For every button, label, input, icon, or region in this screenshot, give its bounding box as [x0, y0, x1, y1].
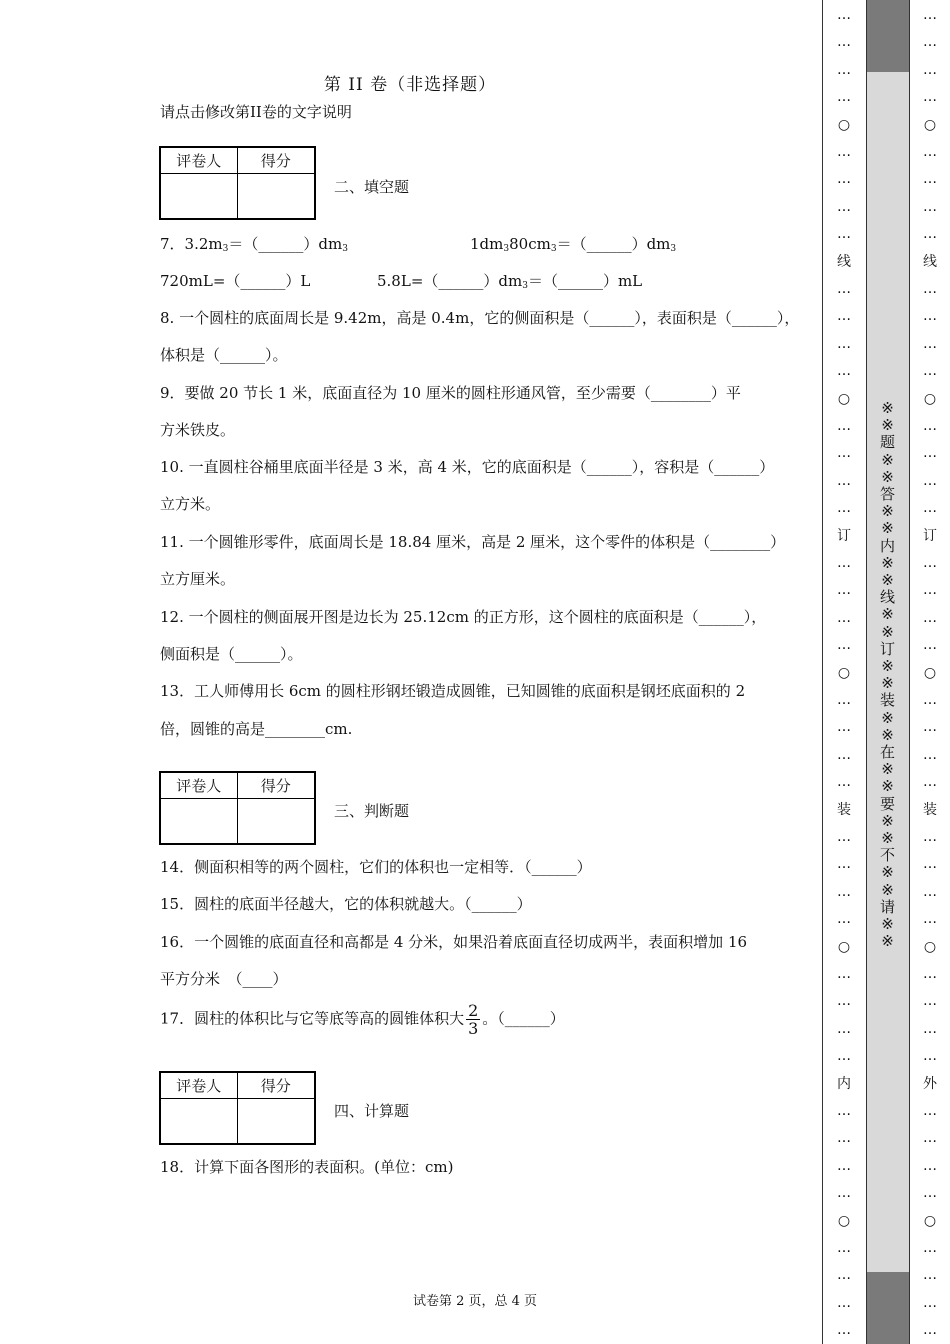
- question-7-b: $1dm_380cm_3=(\_\_\_\_\_\_)dm_3$: [470, 235, 677, 254]
- question-8-line-2: 体积是（______）。: [160, 346, 288, 364]
- inner-binding-mark: …: [837, 1294, 851, 1311]
- inner-binding-mark: …: [837, 966, 851, 982]
- outer-binding-mark: …: [923, 472, 937, 489]
- inner-binding-mark: …: [837, 7, 851, 23]
- inner-binding-mark: …: [837, 1103, 851, 1119]
- outer-binding-mark: …: [923, 1267, 937, 1284]
- inner-binding-mark: …: [837, 363, 851, 380]
- inner-binding-mark: 订: [837, 527, 851, 544]
- question-16-line-2: 平方分米 （____）: [160, 970, 288, 988]
- outer-binding-mark: …: [923, 7, 937, 23]
- question-9-line-1: 9．要做 20 节长 1 米，底面直径为 10 厘米的圆柱形通风管，至少需要（________）平: [160, 384, 741, 402]
- inner-binding-mark: …: [837, 472, 851, 489]
- outer-binding-mark: …: [923, 1185, 937, 1202]
- outer-binding-mark: ○: [923, 390, 937, 407]
- section-judgement-title: 三、判断题: [334, 802, 410, 820]
- outer-binding-mark: …: [923, 719, 937, 736]
- inner-binding-mark: …: [837, 226, 851, 243]
- question-11-line-2: 立方厘米。: [160, 570, 236, 588]
- outer-binding-mark: …: [923, 1048, 937, 1065]
- inner-binding-mark: …: [837, 883, 851, 900]
- inner-binding-mark: …: [837, 198, 851, 215]
- inner-binding-mark: …: [837, 308, 851, 325]
- outer-binding-mark: 装: [923, 801, 937, 818]
- outer-binding-mark: …: [923, 144, 937, 160]
- outer-binding-mark: …: [923, 966, 937, 982]
- outer-binding-mark: …: [923, 445, 937, 462]
- question-7-d: $5.8L=(\_\_\_\_\_\_)dm_3=(\_\_\_\_\_\_)mL$: [377, 272, 643, 291]
- inner-binding-mark: …: [837, 89, 851, 106]
- inner-binding-mark: …: [837, 418, 851, 434]
- score-header: 得分: [238, 148, 315, 174]
- outer-binding-mark: …: [923, 61, 937, 78]
- outer-binding-mark: …: [923, 746, 937, 763]
- outer-binding-mark: …: [923, 308, 937, 325]
- inner-binding-mark: 线: [837, 253, 851, 270]
- question-14: 14．侧面积相等的两个圆柱，它们的体积也一定相等．（______）: [160, 858, 592, 876]
- inner-binding-mark: …: [837, 774, 851, 791]
- question-11-line-1: 11. 一个圆锥形零件，底面周长是 18.84 厘米，高是 2 厘米，这个零件的体积是（________）: [160, 533, 786, 551]
- section-note: 请点击修改第II卷的文字说明: [160, 103, 352, 121]
- inner-binding-mark: …: [837, 719, 851, 736]
- reviewer-header: 评卷人: [161, 1073, 238, 1099]
- inner-binding-mark: …: [837, 1185, 851, 1202]
- reviewer-header: 评卷人: [161, 773, 238, 799]
- inner-binding-mark: ○: [837, 938, 851, 955]
- outer-binding-mark: …: [923, 774, 937, 791]
- outer-binding-mark: …: [923, 883, 937, 900]
- question-15: 15．圆柱的底面半径越大，它的体积就越大。（______）: [160, 895, 532, 913]
- outer-binding-mark: …: [923, 281, 937, 297]
- outer-binding-mark: …: [923, 226, 937, 243]
- question-13-line-2: 倍，圆锥的高是________cm.: [160, 720, 353, 738]
- fraction-two-thirds: $\frac{2}{3}$: [468, 1001, 479, 1038]
- question-10-line-1: 10. 一直圆柱谷桶里底面半径是 3 米，高 4 米，它的底面积是（______），容积是（______）: [160, 458, 775, 476]
- inner-binding-mark: …: [837, 746, 851, 763]
- inner-binding-mark: …: [837, 1020, 851, 1037]
- reviewer-cell: [161, 799, 238, 843]
- outer-binding-mark: …: [923, 856, 937, 873]
- outer-binding-mark: ○: [923, 938, 937, 955]
- outer-binding-mark: ○: [923, 664, 937, 681]
- outer-binding-mark: …: [923, 993, 937, 1010]
- outer-binding-mark: …: [923, 582, 937, 599]
- score-header: 得分: [238, 1073, 315, 1099]
- inner-binding-mark: 内: [837, 1075, 851, 1092]
- inner-binding-mark: …: [837, 1048, 851, 1065]
- outer-binding-mark: …: [923, 609, 937, 626]
- outer-binding-mark: 线: [923, 253, 937, 270]
- outer-binding-mark: 订: [923, 527, 937, 544]
- score-cell: [238, 1099, 315, 1143]
- inner-binding-mark: …: [837, 500, 851, 517]
- binding-outer-column: [910, 0, 950, 1344]
- page-title: 第 II 卷（非选择题）: [323, 75, 497, 95]
- score-cell: [238, 174, 315, 218]
- inner-binding-mark: …: [837, 993, 851, 1010]
- reviewer-cell: [161, 174, 238, 218]
- outer-binding-mark: …: [923, 1130, 937, 1147]
- inner-binding-mark: …: [837, 144, 851, 160]
- inner-binding-mark: …: [837, 856, 851, 873]
- outer-binding-mark: …: [923, 89, 937, 106]
- page-footer: 试卷第 2 页，总 4 页: [412, 1294, 538, 1309]
- outer-binding-mark: …: [923, 1294, 937, 1311]
- outer-binding-mark: …: [923, 829, 937, 845]
- outer-binding-mark: …: [923, 911, 937, 928]
- outer-binding-mark: ○: [923, 1212, 937, 1229]
- reviewer-cell: [161, 1099, 238, 1143]
- outer-binding-mark: …: [923, 198, 937, 215]
- inner-binding-mark: …: [837, 692, 851, 708]
- inner-binding-mark: …: [837, 61, 851, 78]
- question-12-line-1: 12. 一个圆柱的侧面展开图是边长为 25.12cm 的正方形，这个圆柱的底面积是（______），: [160, 608, 767, 626]
- question-18: 18．计算下面各图形的表面积。(单位：cm): [160, 1158, 454, 1176]
- inner-binding-mark: ○: [837, 390, 851, 407]
- outer-binding-mark: ○: [923, 116, 937, 133]
- outer-binding-mark: …: [923, 637, 937, 654]
- inner-binding-mark: …: [837, 555, 851, 571]
- inner-binding-mark: …: [837, 1130, 851, 1147]
- inner-binding-mark: …: [837, 1322, 851, 1339]
- outer-binding-mark: …: [923, 335, 937, 352]
- inner-binding-mark: …: [837, 1240, 851, 1256]
- outer-binding-mark: …: [923, 692, 937, 708]
- inner-binding-mark: …: [837, 445, 851, 462]
- question-7-a: 7．$3.2m_3=(\_\_\_\_\_\_)dm_3$: [160, 235, 348, 254]
- outer-binding-mark: 外: [923, 1075, 937, 1092]
- score-table-3: [159, 1071, 316, 1145]
- outer-binding-mark: …: [923, 500, 937, 517]
- reviewer-header: 评卷人: [161, 148, 238, 174]
- question-16-line-1: 16．一个圆锥的底面直径和高都是 4 分米，如果沿着底面直径切成两半，表面积增加 16: [160, 933, 748, 951]
- question-13-line-1: 13．工人师傅用长 6cm 的圆柱形钢坯锻造成圆锥，已知圆锥的底面积是钢坯底面积的 2: [160, 682, 746, 700]
- outer-binding-mark: …: [923, 1103, 937, 1119]
- binding-dark-bottom: [866, 1272, 909, 1344]
- inner-binding-mark: ○: [837, 1212, 851, 1229]
- inner-binding-mark: ○: [837, 116, 851, 133]
- inner-binding-mark: 装: [837, 801, 851, 818]
- score-table-2: [159, 771, 316, 845]
- inner-binding-mark: …: [837, 1267, 851, 1284]
- inner-binding-mark: …: [837, 911, 851, 928]
- inner-binding-mark: …: [837, 281, 851, 297]
- inner-binding-mark: …: [837, 829, 851, 845]
- inner-binding-mark: …: [837, 34, 851, 51]
- outer-binding-mark: …: [923, 171, 937, 188]
- question-9-line-2: 方米铁皮。: [160, 421, 236, 439]
- outer-binding-mark: …: [923, 418, 937, 434]
- binding-warning-text: ※ ※ 题 ※ ※ 答 ※ ※ 内 ※ ※ 线 ※ ※ 订 ※ ※ 装 ※ ※ 在 ※ ※ 要 ※ ※ 不 ※ ※ 请 ※ ※: [879, 399, 895, 951]
- score-table-1: [159, 146, 316, 220]
- question-8-line-1: 8. 一个圆柱的底面周长是 9.42m，高是 0.4m，它的侧面积是（______），表面积是（______），: [160, 309, 800, 327]
- binding-dark-top: [866, 0, 909, 72]
- inner-binding-mark: …: [837, 335, 851, 352]
- question-7-c: 720mL=（______）L: [160, 272, 311, 290]
- question-10-line-2: 立方米。: [160, 495, 221, 513]
- outer-binding-mark: …: [923, 34, 937, 51]
- outer-binding-mark: …: [923, 555, 937, 571]
- inner-binding-mark: …: [837, 609, 851, 626]
- outer-binding-mark: …: [923, 1020, 937, 1037]
- outer-binding-mark: …: [923, 1322, 937, 1339]
- inner-binding-mark: …: [837, 582, 851, 599]
- inner-binding-mark: …: [837, 637, 851, 654]
- inner-binding-mark: …: [837, 1157, 851, 1174]
- inner-binding-mark: ○: [837, 664, 851, 681]
- outer-binding-mark: …: [923, 1157, 937, 1174]
- question-12-line-2: 侧面积是（______）。: [160, 645, 303, 663]
- outer-binding-mark: …: [923, 363, 937, 380]
- score-header: 得分: [238, 773, 315, 799]
- score-cell: [238, 799, 315, 843]
- question-17: 17．圆柱的体积比与它等底等高的圆锥体积大 $\frac{2}{3}$ 。（______）: [160, 1001, 565, 1038]
- outer-binding-mark: …: [923, 1240, 937, 1256]
- inner-binding-mark: …: [837, 171, 851, 188]
- section-fill-blank-title: 二、填空题: [334, 178, 410, 196]
- section-calculation-title: 四、计算题: [334, 1102, 410, 1120]
- binding-inner-column: [824, 0, 864, 1344]
- binding-border-left: [822, 0, 823, 1344]
